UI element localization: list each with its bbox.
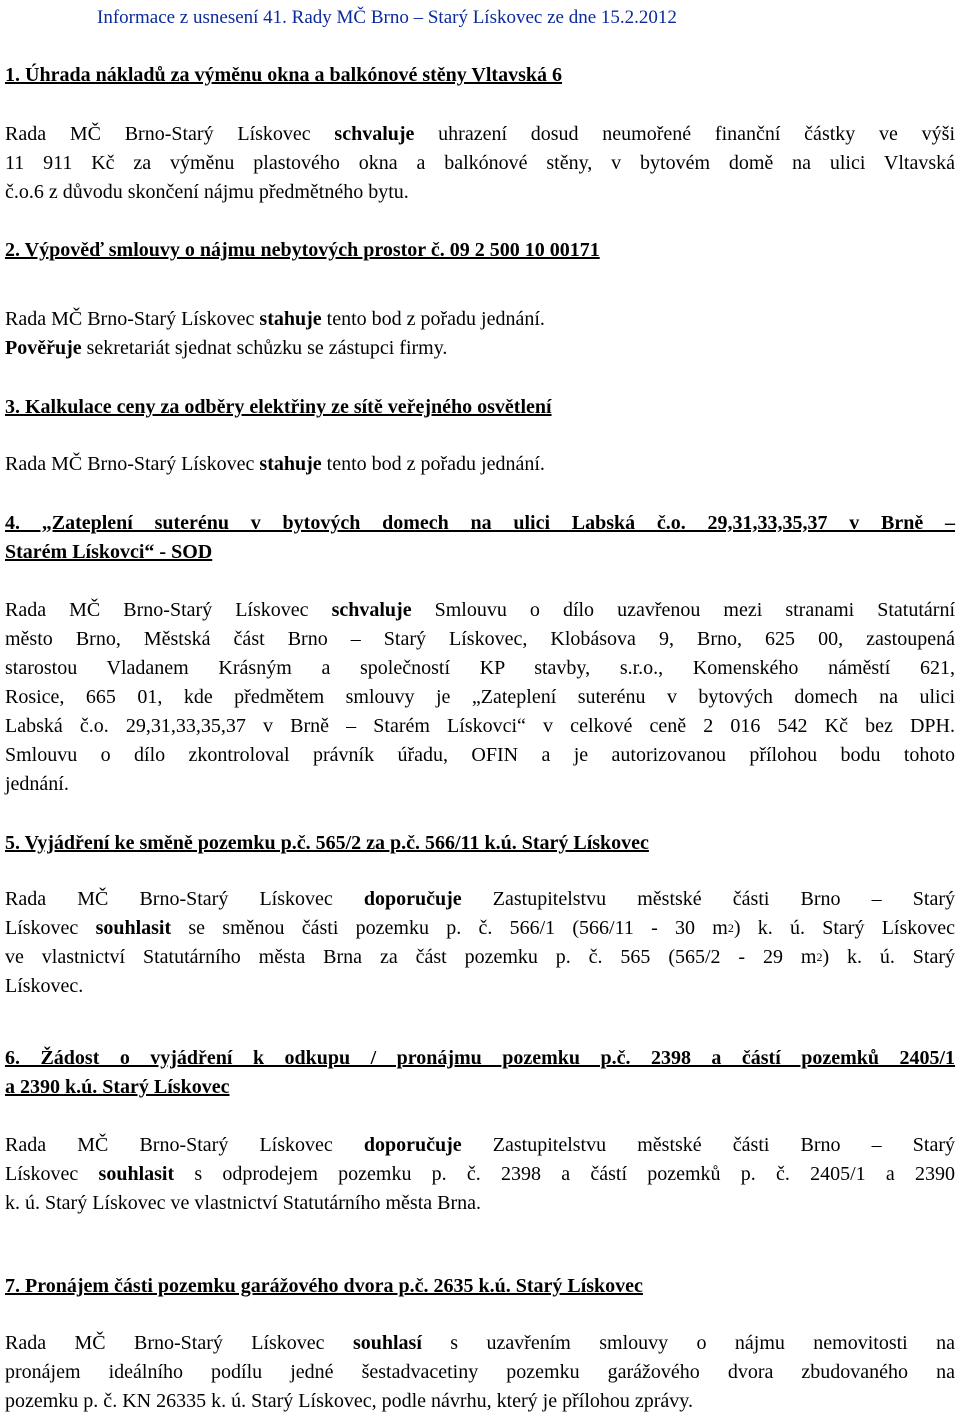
section-4-paragraph-line: starostou Vladanem Krásným a společností KP stavby, s.r.o., Komenského náměstí 621,: [5, 657, 955, 679]
section-6-heading: a 2390 k.ú. Starý Lískovec: [5, 1076, 230, 1098]
section-4-heading: Starém Lískovci“ - SOD: [5, 541, 213, 563]
section-1-heading: 1. Úhrada nákladů za výměnu okna a balkónové stěny Vltavská 6: [5, 64, 562, 86]
document-header: Informace z usnesení 41. Rady MČ Brno – Starý Lískovec ze dne 15.2.2012: [97, 7, 677, 28]
section-4-paragraph-line: Rada MČ Brno-Starý Lískovec schvaluje Smlouvu o dílo uzavřenou mezi stranami Statutární: [5, 599, 956, 621]
section-5-paragraph-line: Lískovec.: [5, 975, 84, 997]
section-3-paragraph-line: Rada MČ Brno-Starý Lískovec stahuje tento bod z pořadu jednání.: [5, 453, 545, 475]
section-7-heading: 7. Pronájem části pozemku garážového dvora p.č. 2635 k.ú. Starý Lískovec: [5, 1275, 643, 1297]
section-2-heading: 2. Výpověď smlouvy o nájmu nebytových prostor č. 09 2 500 10 00171: [5, 239, 600, 261]
section-5-heading: 5. Vyjádření ke směně pozemku p.č. 565/2 za p.č. 566/11 k.ú. Starý Lískovec: [5, 832, 649, 854]
section-7-paragraph-line: pronájem ideálního podílu jedné šestadvacetiny pozemku garážového dvora zbudovaného na: [5, 1361, 955, 1383]
section-6-heading: 6. Žádost o vyjádření k odkupu / pronájmu pozemku p.č. 2398 a částí pozemků 2405/1: [5, 1047, 955, 1069]
section-7-paragraph-line: Rada MČ Brno-Starý Lískovec souhlasí s uzavřením smlouvy o nájmu nemovitosti na: [5, 1332, 955, 1354]
section-4-heading: 4. „Zateplení suterénu v bytových domech na ulici Labská č.o. 29,31,33,35,37 v Brně –: [5, 512, 955, 534]
section-4-paragraph-line: město Brno, Městská část Brno – Starý Lískovec, Klobásova 9, Brno, 625 00, zastoupená: [5, 628, 955, 650]
section-4-paragraph-line: Labská č.o. 29,31,33,35,37 v Brně – Starém Lískovci“ v celkové ceně 2 016 542 Kč bez DPH.: [5, 715, 955, 737]
section-6-paragraph-line: Lískovec souhlasit s odprodejem pozemku p. č. 2398 a částí pozemků p. č. 2405/1 a 2390: [5, 1163, 955, 1185]
section-3-heading: 3. Kalkulace ceny za odběry elektřiny ze sítě veřejného osvětlení: [5, 396, 552, 418]
section-1-paragraph-line: 11 911 Kč za výměnu plastového okna a balkónové stěny, v bytovém domě na ulici Vltavská: [5, 152, 955, 174]
section-1-paragraph-line: Rada MČ Brno-Starý Lískovec schvaluje uhrazení dosud neumořené finanční částky ve výši: [5, 123, 955, 145]
section-4-paragraph-line: jednání.: [5, 773, 69, 795]
section-2-paragraph-line: Pověřuje sekretariát sjednat schůzku se zástupci firmy.: [5, 337, 448, 359]
section-2-paragraph-line: Rada MČ Brno-Starý Lískovec stahuje tento bod z pořadu jednání.: [5, 308, 545, 330]
section-4-paragraph-line: Smlouvu o dílo zkontroloval právník úřadu, OFIN a je autorizovanou přílohou bodu tohoto: [5, 744, 955, 766]
section-5-paragraph-line: Rada MČ Brno-Starý Lískovec doporučuje Zastupitelstvu městské části Brno – Starý: [5, 888, 955, 910]
section-5-paragraph-line: ve vlastnictví Statutárního města Brna za část pozemku p. č. 565 (565/2 - 29 $m^2$) k. ú. Starý: [5, 946, 955, 968]
section-1-paragraph-line: č.o.6 z důvodu skončení nájmu předmětného bytu.: [5, 181, 409, 203]
section-5-paragraph-line: Lískovec souhlasit se směnou části pozemku p. č. 566/1 (566/11 - 30 $m^2$) k. ú. Starý Lískovec: [5, 917, 955, 939]
section-6-paragraph-line: Rada MČ Brno-Starý Lískovec doporučuje Zastupitelstvu městské části Brno – Starý: [5, 1134, 955, 1156]
section-7-paragraph-line: pozemku p. č. KN 26335 k. ú. Starý Lískovec, podle návrhu, který je přílohou zprávy.: [5, 1390, 693, 1412]
section-6-paragraph-line: k. ú. Starý Lískovec ve vlastnictví Statutárního města Brna.: [5, 1192, 482, 1214]
section-4-paragraph-line: Rosice, 665 01, kde předmětem smlouvy je „Zateplení suterénu v bytových domech na ulici: [5, 686, 955, 708]
